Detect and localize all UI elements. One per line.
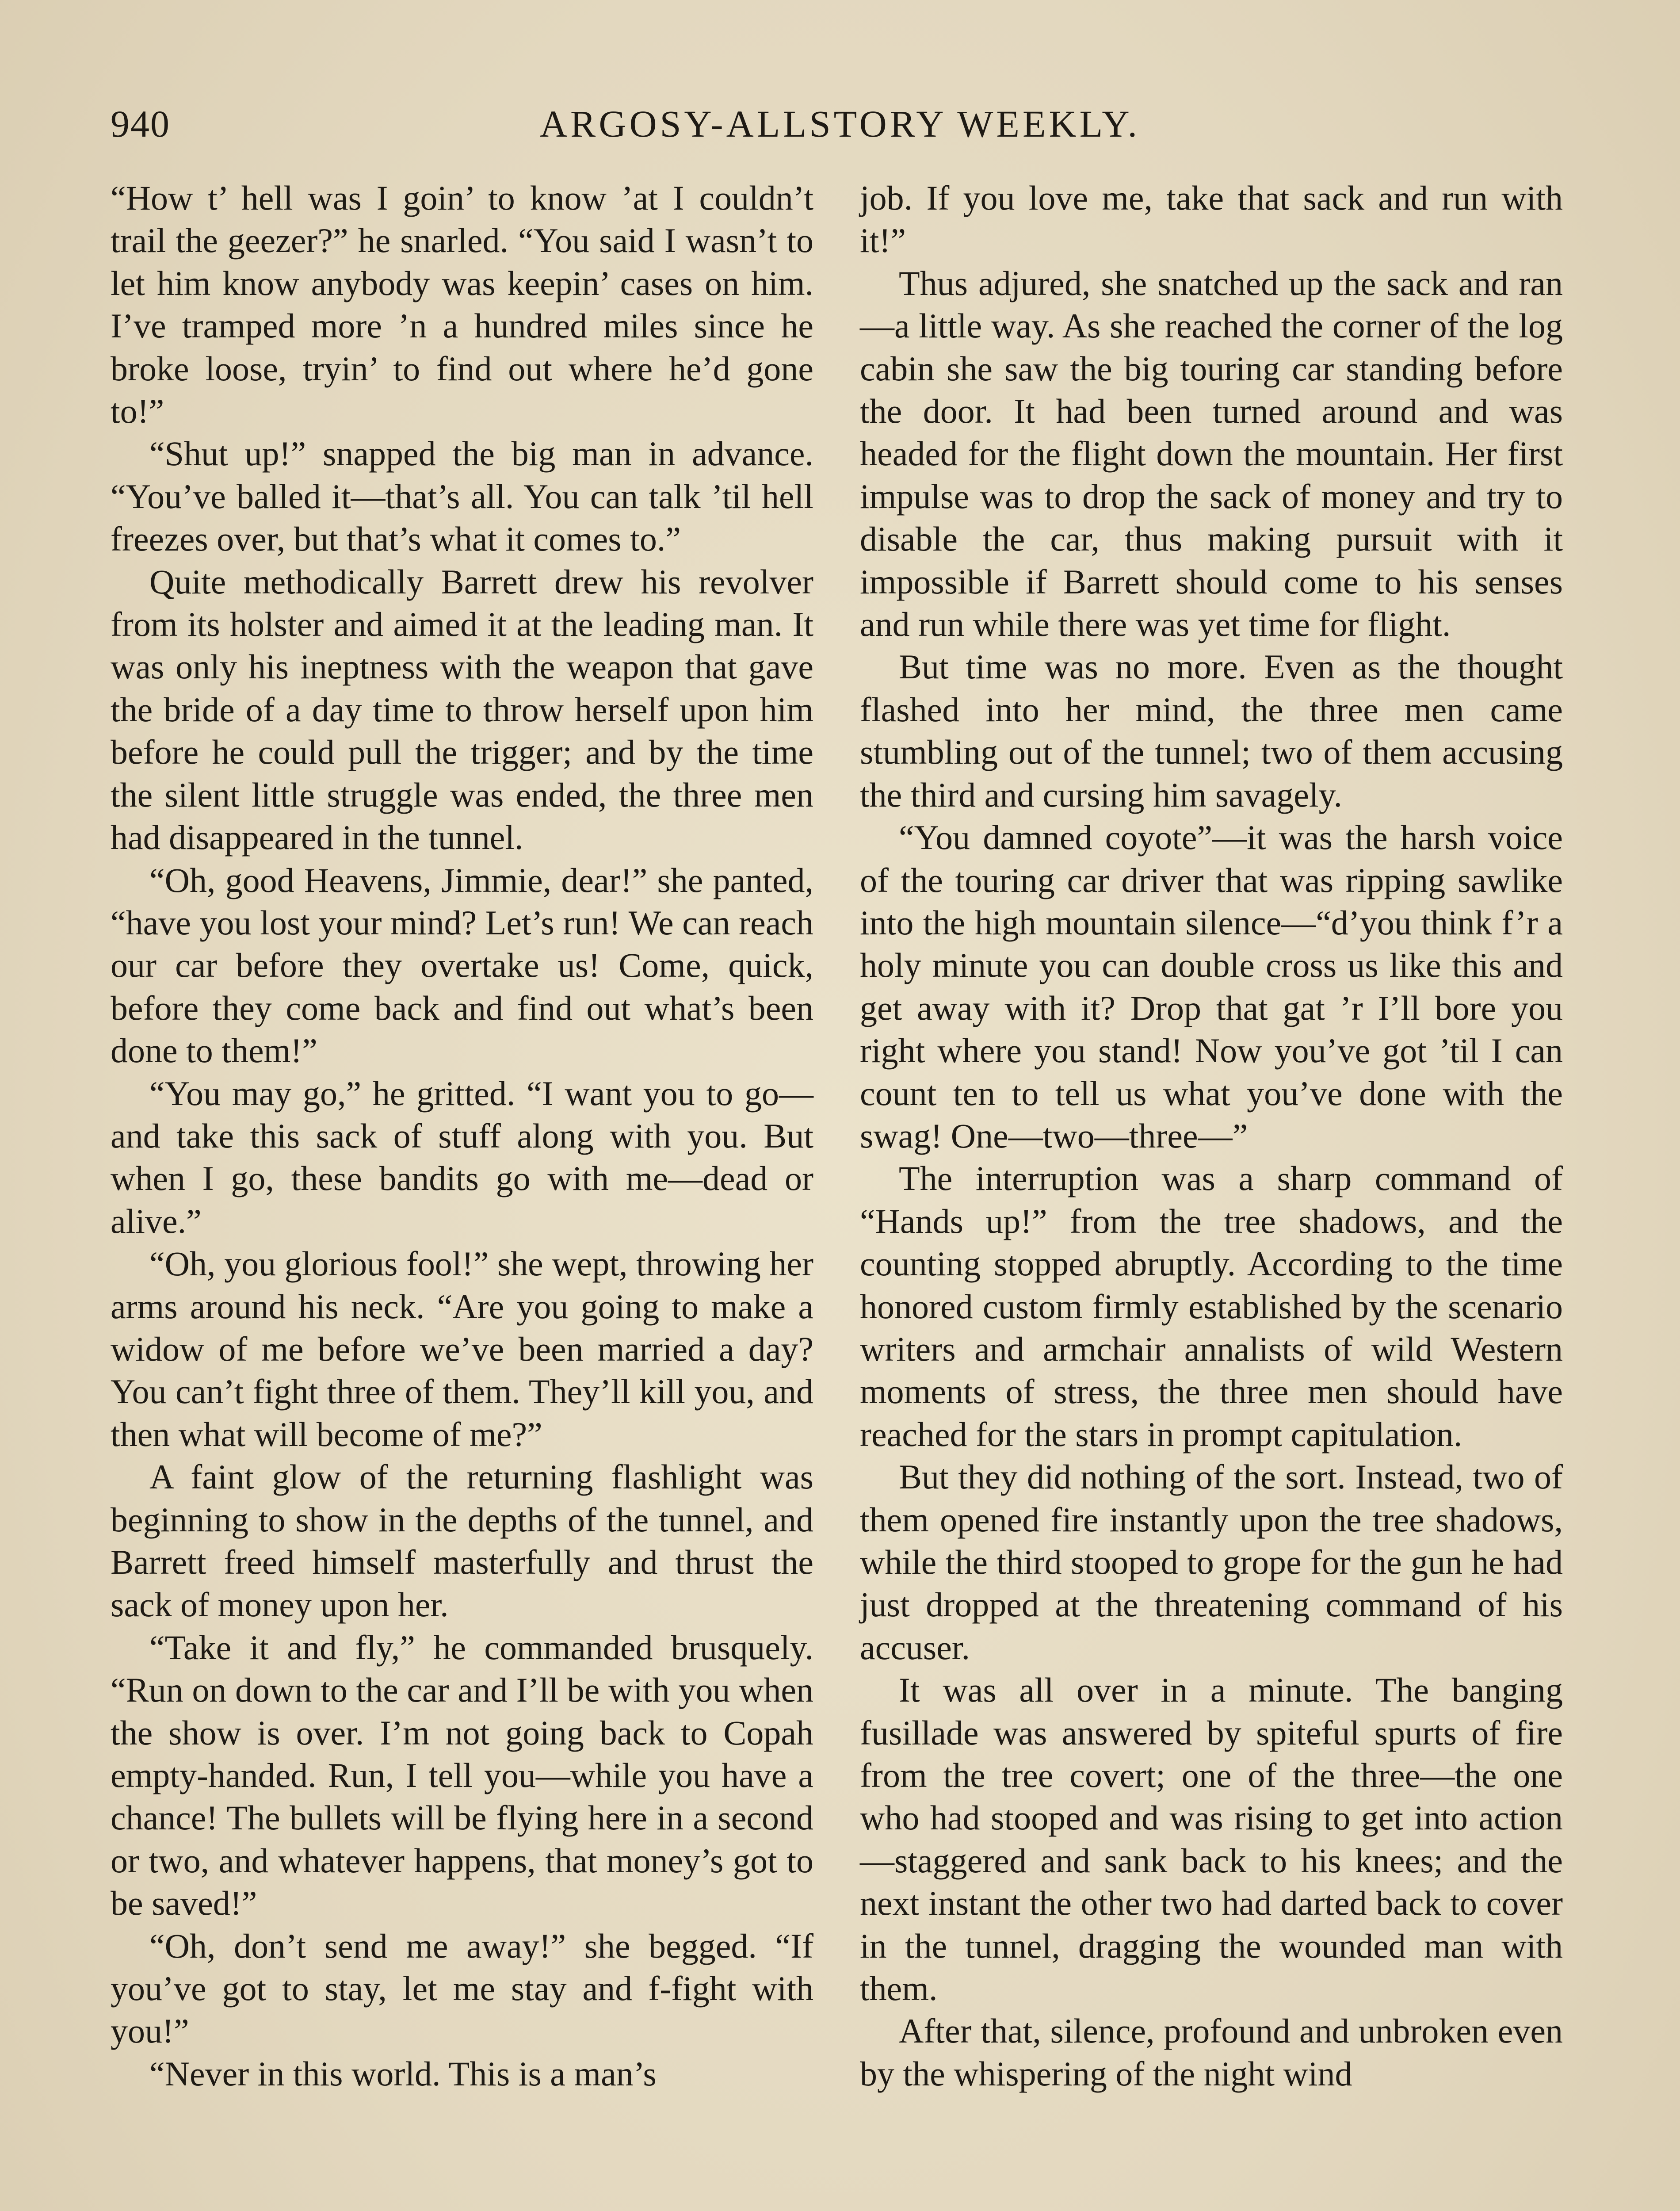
paragraph: “Oh, you glorious fool!” she wept, throwing her arms around his neck. “Are you going to make a widow of me before we’ve been married a day? You can’t fight three of them. They’ll kill you, and then what will become of me?”	[111, 1244, 813, 1454]
paragraph: The interruption was a sharp command of “Hands up!” from the tree shadows, and the counting stopped abruptly. According to the time honored custom firmly established by the scenario writers and armchair annalists of wild Western moments of stress, the three men should have reached for the stars in prompt capitulation.	[860, 1159, 1563, 1454]
paragraph: “Oh, don’t send me away!” she begged. “If you’ve got to stay, let me stay and f-fight with you!”	[111, 1926, 813, 2050]
page-header	[111, 102, 1569, 150]
paragraph: Thus adjured, she snatched up the sack and ran—a little way. As she reached the corner of the log cabin she saw the big touring car standing before the door. It had been turned around and was headed for the flight down the mountain. Her first impulse was to drop the sack of money and try to disable the car, thus making pursuit with it impossible if Barrett should come to his senses and run while there was yet time for flight.	[860, 264, 1563, 644]
running-head: ARGOSY-ALLSTORY WEEKLY.	[539, 103, 1141, 145]
paragraph: “Take it and fly,” he commanded brusquely. “Run on down to the car and I’ll be with you when the show is over. I’m not going back to Copah empty-handed. Run, I tell you—while you have a chance! The bullets will be flying here in a second or two, and whatever happens, that money’s got to be saved!”	[111, 1628, 813, 1923]
paragraph: “You may go,” he gritted. “I want you to go—and take this sack of stuff along with you. But when I go, these bandits go with me—dead or alive.”	[111, 1074, 813, 1240]
paragraph: Quite methodically Barrett drew his revolver from its holster and aimed it at the leading man. It was only his ineptness with the weapon that gave the bride of a day time to throw herself upon him before he could pull the trigger; and by the time the silent little struggle was ended, the three men had disappeared in the tunnel.	[111, 562, 813, 857]
paragraph: It was all over in a minute. The banging fusillade was answered by spiteful spurts of fire from the tree covert; one of the three—the one who had stooped and was rising to get into action—staggered and sank back to his knees; and the next instant the other two had darted back to cover in the tunnel, dragging the wounded man with them.	[860, 1671, 1563, 2008]
left-column	[111, 177, 813, 2095]
paragraph: “You damned coyote”—it was the harsh voice of the touring car driver that was ripping sawlike into the high mountain silence—“d’you think f’r a holy minute you can double cross us like this and get away with it? Drop that gat ’r I’ll bore you right where you stand! Now you’ve got ’til I can count ten to tell us what you’ve done with the swag! One—two—three—”	[860, 818, 1563, 1155]
paragraph: But time was no more. Even as the thought flashed into her mind, the three men came stumbling out of the tunnel; two of them accusing the third and cursing him savagely.	[860, 647, 1563, 814]
page-number: 940	[111, 103, 170, 145]
paragraph: “How t’ hell was I goin’ to know ’at I couldn’t trail the geezer?” he snarled. “You said I wasn’t to let him know anybody was keepin’ cases on him. I’ve tramped more ’n a hundred miles since he broke loose, tryin’ to find out where he’d gone to!”	[111, 179, 813, 431]
paragraph: “Oh, good Heavens, Jimmie, dear!” she panted, “have you lost your mind? Let’s run! We can reach our car before they overtake us! Come, quick, before they come back and find out what’s been done to them!”	[111, 861, 813, 1070]
paragraph: But they did nothing of the sort. Instead, two of them opened fire instantly upon the tree shadows, while the third stooped to grope for the gun he had just dropped at the threatening command of his accuser.	[860, 1457, 1563, 1667]
paragraph: job. If you love me, take that sack and run with it!”	[860, 179, 1563, 260]
paragraph: “Shut up!” snapped the big man in advance. “You’ve balled it—that’s all. You can talk ’til hell freezes over, but that’s what it comes to.”	[111, 434, 813, 558]
paragraph: “Never in this world. This is a man’s	[149, 2054, 657, 2093]
paragraph: After that, silence, profound and unbroken even by the whispering of the night wind	[860, 2012, 1563, 2093]
right-column	[860, 177, 1563, 2095]
paragraph: A faint glow of the returning flashlight was beginning to show in the depths of the tunnel, and Barrett freed himself masterfully and thrust the sack of money upon her.	[111, 1457, 813, 1624]
